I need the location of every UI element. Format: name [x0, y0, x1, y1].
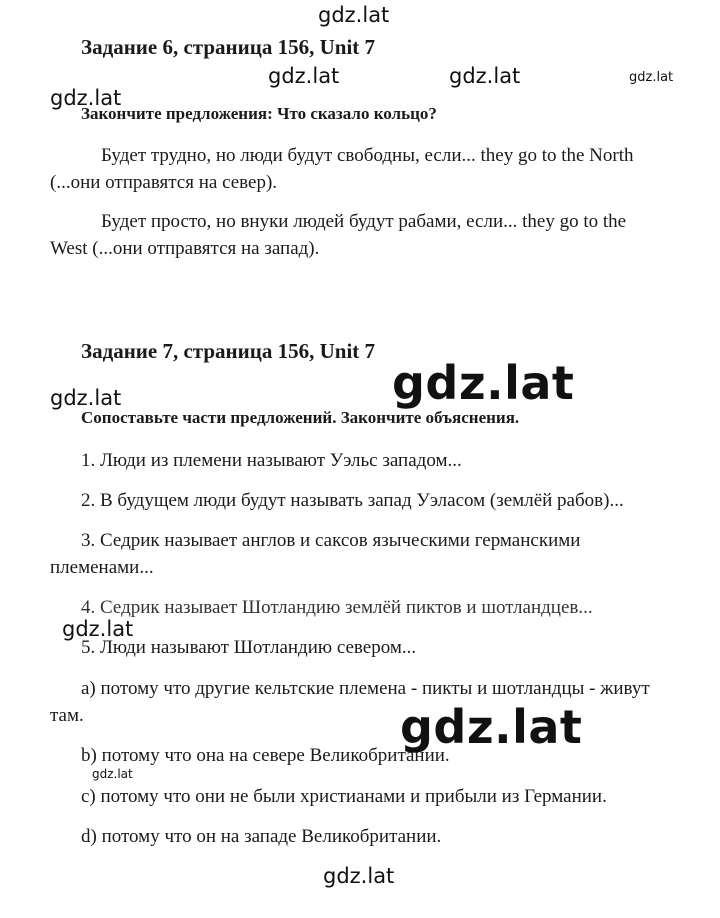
task7-title: Задание 7, страница 156, Unit 7: [81, 339, 376, 363]
task7-item: племенами...: [50, 557, 154, 578]
task6-line: West (...они отправятся на запад).: [50, 238, 320, 259]
task7-instruction: Сопоставьте части предложений. Закончите объяснения.: [81, 408, 520, 427]
task7-item: 4. Седрик называет Шотландию землёй пиктов и шотландцев...: [81, 597, 593, 618]
task6-instruction: Закончите предложения: Что сказало кольцо?: [81, 104, 437, 123]
task7-answer: там.: [50, 705, 84, 726]
watermark: gdz.lat: [50, 386, 122, 410]
task7-item: 1. Люди из племени называют Уэльс западом...: [81, 450, 462, 471]
watermark-bottom: gdz.lat: [323, 864, 395, 888]
task7-answer: a) потому что другие кельтские племена - пикты и шотландцы - живут: [81, 678, 650, 699]
watermark-top: gdz.lat: [318, 3, 390, 27]
task6-line: Будет трудно, но люди будут свободны, если... they go to the North: [101, 145, 634, 166]
watermark: gdz.lat: [629, 70, 674, 85]
watermark: gdz.lat: [50, 86, 122, 110]
task7-item: 5. Люди называют Шотландию севером...: [81, 637, 417, 658]
watermark: gdz.lat: [449, 64, 521, 88]
task7-item: 3. Седрик называет англов и саксов языческими германскими: [81, 530, 581, 551]
task7-answer: d) потому что он на западе Великобритании.: [81, 826, 442, 847]
task7-answer: c) потому что они не были христианами и прибыли из Германии.: [81, 786, 607, 807]
watermark: gdz.lat: [92, 767, 133, 781]
task6-title: Задание 6, страница 156, Unit 7: [81, 35, 376, 59]
task6-line: (...они отправятся на север).: [50, 172, 278, 193]
task6-line: Будет просто, но внуки людей будут рабами, если... they go to the: [101, 211, 627, 232]
watermark: gdz.lat: [62, 617, 134, 641]
task7-item: 2. В будущем люди будут называть запад Уэласом (землёй рабов)...: [81, 490, 624, 511]
watermark-large: gdz.lat: [392, 356, 575, 410]
task7-answer: b) потому что она на севере Великобритании.: [81, 745, 450, 766]
watermark-large: gdz.lat: [400, 700, 583, 754]
watermark: gdz.lat: [268, 64, 340, 88]
